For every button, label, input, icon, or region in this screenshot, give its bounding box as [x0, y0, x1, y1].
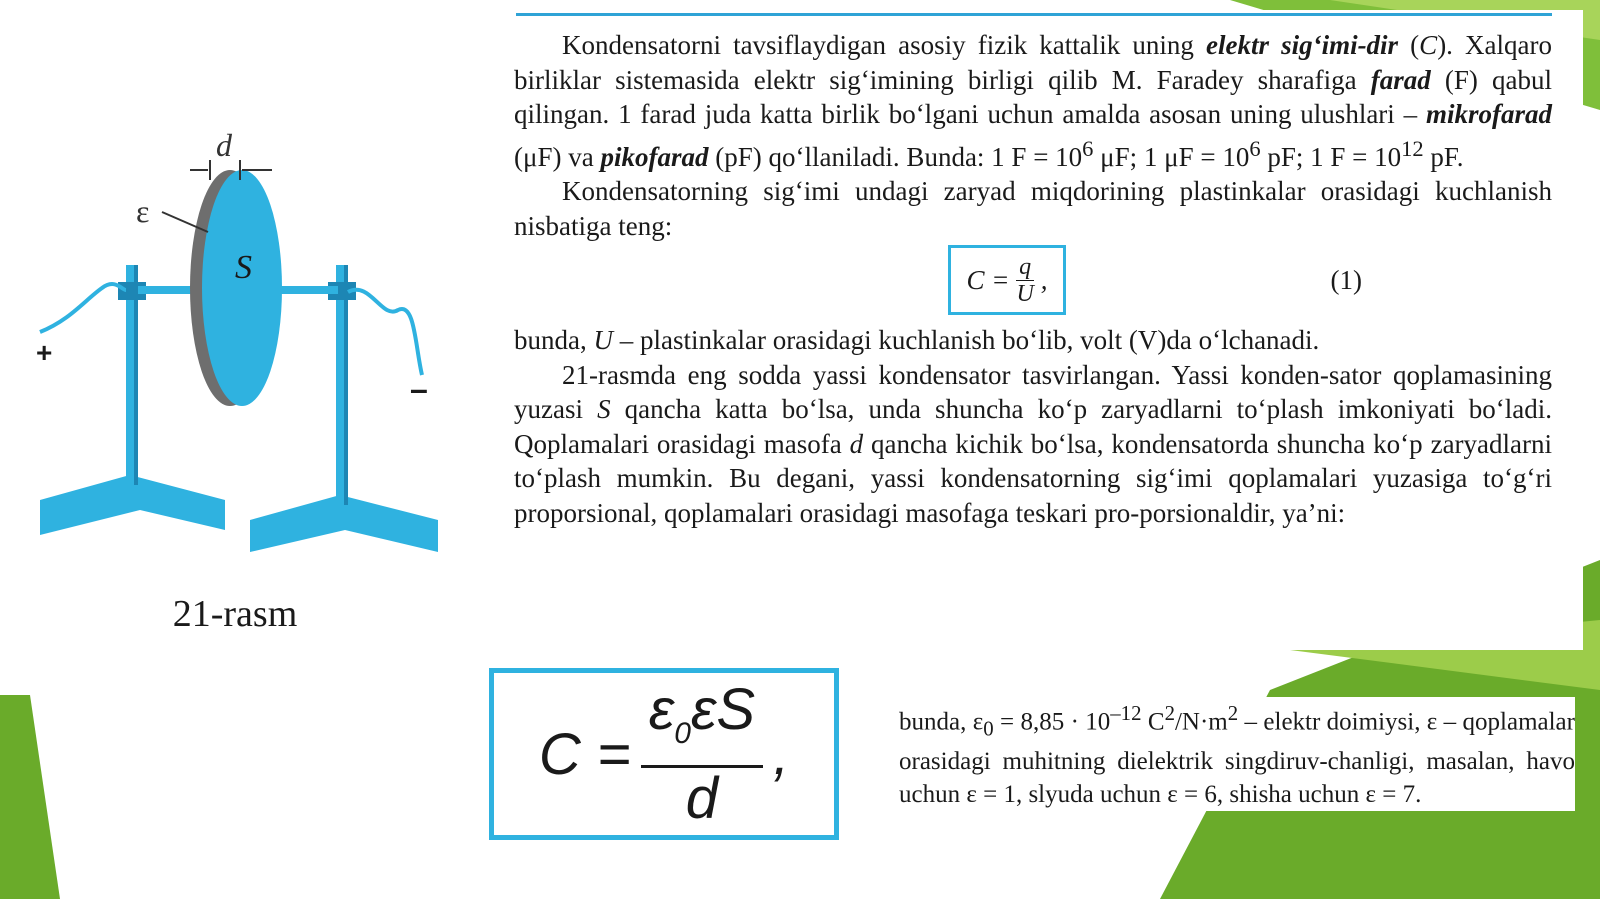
right-rod-shadow [344, 265, 348, 505]
label-minus: – [410, 371, 428, 407]
main-text [514, 28, 1552, 530]
formula-2-box [489, 668, 839, 840]
formula-1-lhs: C = [966, 264, 1010, 295]
p4-text-3: qancha kichik bo‘lsa, kondensatorda shuncha ko‘p zaryadlarni to‘plash mumkin. Bu degani, yassi kondensatorning sig‘imi qoplamalari yuzasiga to‘g‘ri proporsional, qoplamalari orasidagi masofaga teskari pro-porsionaldir, ya’ni: [514, 428, 1553, 528]
p4-text-1: 21-rasmda eng sodda yassi kondensator tasvirlangan. Yassi konden-sator qoplamasining yuzasi [514, 359, 1552, 424]
plate-front [202, 170, 282, 406]
formula-1-denominator: U [1016, 280, 1034, 307]
p1-text-9: pF. [1423, 141, 1464, 172]
p5-exp-3: 2 [1227, 701, 1239, 725]
right-wire [348, 290, 422, 375]
keyword-mikrofarad: mikrofarad [1425, 99, 1552, 129]
p3-text-1: bunda, [514, 325, 594, 355]
formula-2-eps: ε [648, 676, 675, 742]
p5-text-2: = 8,85 · 10 [993, 708, 1111, 736]
formula-2-lhs: C = [538, 721, 631, 787]
p1-text-4: (F) qabul qilingan. 1 farad juda katta birlik bo‘lgani uchun amalda asosan uning ulushlari – [514, 64, 1552, 129]
p5-text-4: /N·m [1174, 708, 1228, 736]
formula-2-denominator: d [685, 765, 718, 831]
symbol-d: d [849, 428, 864, 459]
formula-2-fraction [641, 676, 763, 831]
formula-1-box [948, 245, 1066, 315]
p1-exp-2: 6 [1249, 135, 1261, 161]
symbol-u: U [593, 325, 613, 355]
p1-exp-3: 12 [1401, 135, 1424, 161]
p5-text-1: bunda, ε [899, 708, 984, 736]
p1-exp-1: 6 [1082, 135, 1094, 161]
figure-caption: 21-rasm [172, 593, 298, 635]
paragraph-5 [899, 697, 1575, 811]
p1-text-3: ). Xalqaro birliklar sistemasida elektr sig‘imining birligi qilib M. Faradey sharafiga [514, 30, 1552, 95]
keyword-farad: farad [1370, 64, 1431, 95]
paragraph-2: Kondensatorning sig‘imi undagi zaryad miqdorining plastinkalar orasidagi kuchlanish nisbatiga teng: [514, 176, 1552, 241]
p1-text-7: μF; 1 μF = 10 [1093, 141, 1250, 172]
label-plus: + [36, 337, 53, 368]
formula-2-eps-s: εS [690, 676, 756, 742]
p1-text-2: ( [1398, 30, 1420, 60]
p3-text-2: – plastinkalar orasidagi kuchlanish bo‘lib, volt (V)da o‘lchanadi. [612, 325, 1320, 355]
formula-1-comma: , [1040, 264, 1048, 295]
formula-1-row [514, 243, 1552, 323]
paragraph-3 [514, 323, 1552, 358]
p1-text-1: Kondensatorni tavsiflaydigan asosiy fizik kattalik uning [562, 30, 1206, 60]
symbol-s: S [597, 394, 611, 424]
formula-1-fraction [1013, 254, 1036, 307]
constants-explanation [899, 697, 1575, 811]
p5-text-3: C [1141, 708, 1165, 736]
p4-text-2: qancha katta bo‘lsa, unda shuncha ko‘p zaryadlarni to‘plash imkoniyati bo‘ladi. Qoplamalari orasidagi masofa [514, 394, 1553, 459]
capacitor-figure [30, 120, 450, 580]
paragraph-1 [514, 28, 1552, 174]
formula-2-sub0: 0 [674, 716, 691, 750]
label-eps: ε [136, 193, 150, 229]
formula-2-comma: , [773, 721, 790, 787]
p5-exp-2: 2 [1164, 701, 1175, 725]
keyword-elektr-sigimi: elektr sig‘imi-dir [1205, 30, 1399, 60]
p1-text-8: pF; 1 F = 10 [1260, 141, 1402, 172]
keyword-pikofarad: pikofarad [600, 141, 709, 172]
paragraph-4 [514, 358, 1552, 531]
top-rule [516, 13, 1552, 16]
p5-text-5: – elektr doimiysi, ε – qoplamalar orasidagi muhitning dielektrik singdiruv-chanligi, masalan, havo uchun ε = 1, slyuda uchun ε = 6, shisha uchun ε = 7. [899, 708, 1575, 809]
symbol-c: C [1419, 30, 1438, 60]
p1-text-6: (pF) qo‘llaniladi. Bunda: 1 F = 10 [708, 141, 1083, 172]
label-s: S [235, 249, 252, 286]
p1-text-5: (μF) va [514, 141, 601, 172]
formula-2-numerator [641, 676, 763, 768]
p5-exp: –12 [1110, 701, 1142, 725]
label-d: d [216, 127, 232, 163]
formula-1-numerator: q [1016, 254, 1034, 281]
left-wire [40, 284, 126, 332]
p5-sub: 0 [983, 716, 994, 741]
equation-number: (1) [1330, 265, 1362, 295]
green-shape-left-bottom [0, 695, 60, 899]
